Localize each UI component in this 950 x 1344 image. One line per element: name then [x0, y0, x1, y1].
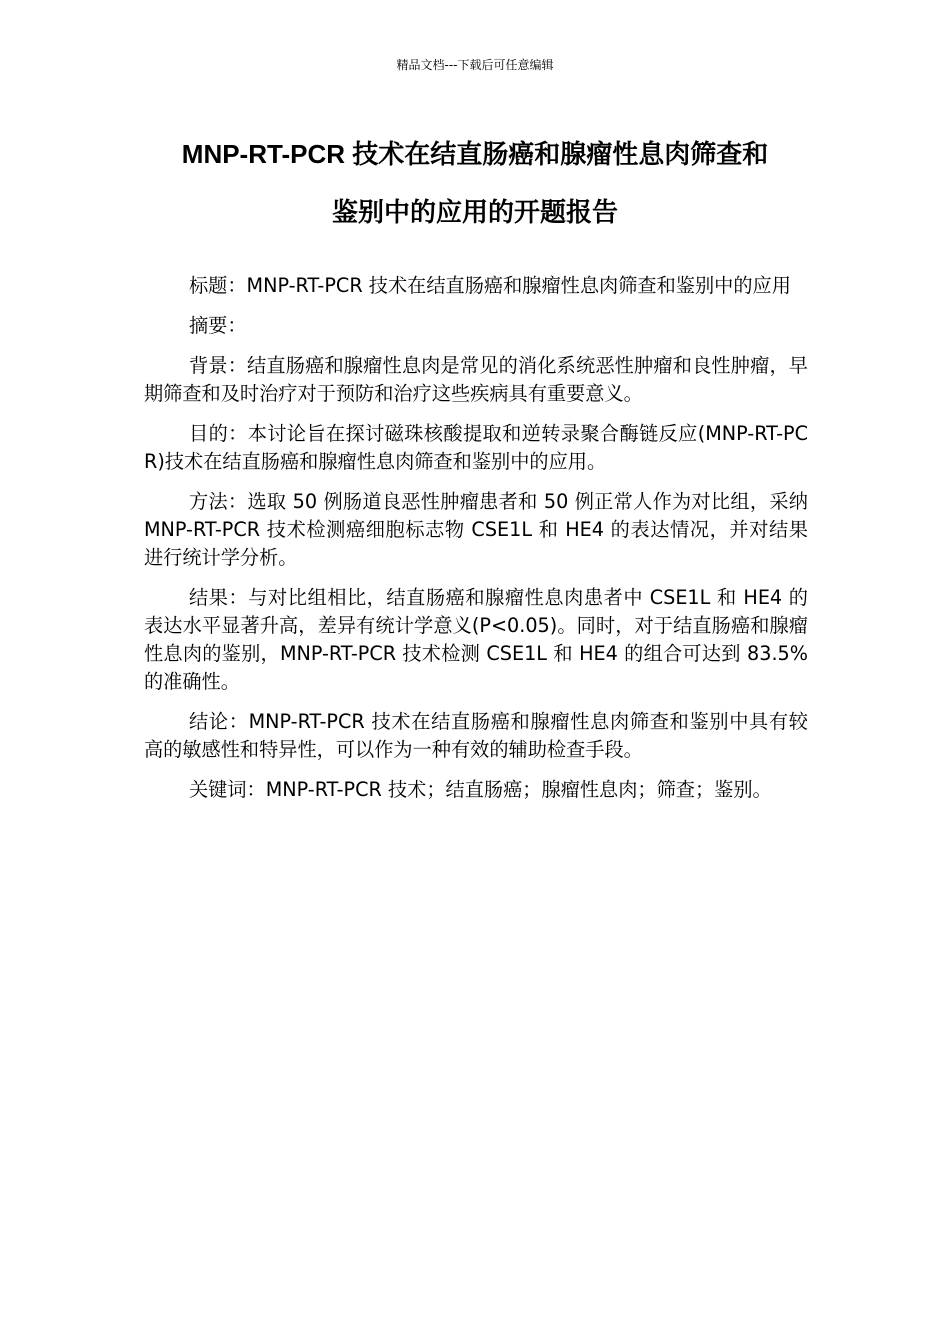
paragraph-title: 标题：MNP-RT-PCR 技术在结直肠癌和腺瘤性息肉筛查和鉴别中的应用 — [189, 274, 791, 297]
paragraph-methods: 方法：选取 50 例肠道良恶性肿瘤患者和 50 例正常人作为对比组，采纳 MNP-RT-PCR 技术检测癌细胞标志物 CSE1L 和 HE4 的表达情况，并对结果进行统计学分析。 — [144, 490, 808, 569]
document-body — [144, 272, 808, 816]
paragraph-conclusion: 结论：MNP-RT-PCR 技术在结直肠癌和腺瘤性息肉筛查和鉴别中具有较高的敏感性和特异性，可以作为一种有效的辅助检查手段。 — [144, 710, 808, 761]
paragraph-objective: 目的：本讨论旨在探讨磁珠核酸提取和逆转录聚合酶链反应(MNP-RT-PCR)技术在结直肠癌和腺瘤性息肉筛查和鉴别中的应用。 — [144, 422, 808, 473]
paragraph-background: 背景：结直肠癌和腺瘤性息肉是常见的消化系统恶性肿瘤和良性肿瘤，早期筛查和及时治疗对于预防和治疗这些疾病具有重要意义。 — [144, 354, 808, 405]
document-title-line-1: MNP-RT-PCR 技术在结直肠癌和腺瘤性息肉筛查和 — [181, 139, 769, 169]
paragraph-abstract-heading: 摘要： — [189, 314, 247, 337]
paragraph-keywords: 关键词：MNP-RT-PCR 技术；结直肠癌；腺瘤性息肉；筛查；鉴别。 — [189, 778, 772, 801]
paragraph-results: 结果：与对比组相比，结直肠癌和腺瘤性息肉患者中 CSE1L 和 HE4 的表达水平显著升高，差异有统计学意义(P<0.05)。同时，对于结直肠癌和腺瘤性息肉的鉴别，MNP-RT-PCR 技术检测 CSE1L 和 HE4 的组合可达到 83.5%的准确性。 — [144, 586, 808, 693]
document-title-line-2: 鉴别中的应用的开题报告 — [331, 197, 618, 227]
page-header-note: 精品文档---下载后可任意编辑 — [396, 58, 554, 72]
